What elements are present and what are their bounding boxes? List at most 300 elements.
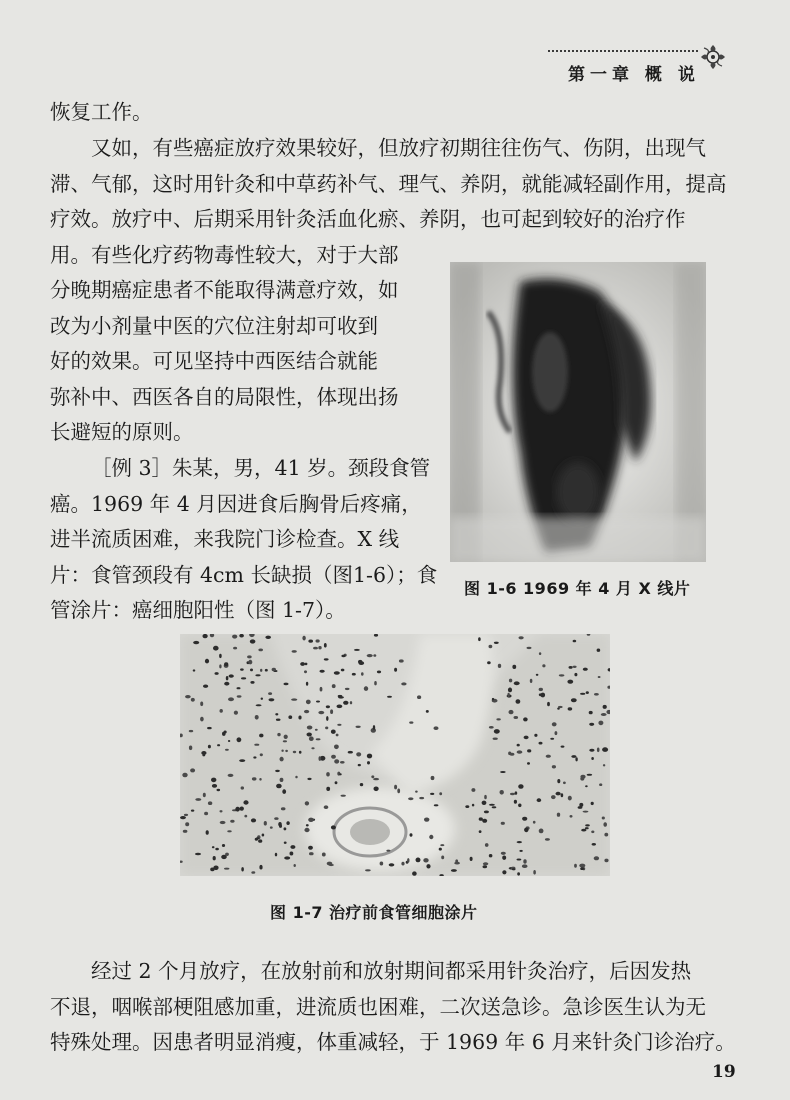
cell-nucleus — [250, 681, 254, 684]
cell-nucleus — [348, 751, 353, 754]
cell-nucleus — [295, 776, 297, 779]
cell-nucleus — [331, 755, 336, 759]
cell-nucleus — [284, 735, 288, 739]
cell-nucleus — [574, 864, 577, 868]
cell-nucleus — [185, 822, 189, 826]
cell-nucleus — [288, 715, 292, 719]
cell-nucleus — [305, 801, 309, 805]
cell-nucleus — [371, 775, 374, 778]
cell-nucleus — [294, 864, 296, 867]
text-line: 分晚期癌症患者不能取得满意疗效，如 — [50, 278, 399, 302]
cell-nucleus — [536, 674, 539, 676]
cell-nucleus — [537, 798, 542, 802]
cell-nucleus — [602, 817, 605, 820]
cell-nucleus — [386, 850, 390, 852]
cell-nucleus — [356, 726, 361, 728]
cell-nucleus — [377, 671, 381, 674]
cell-nucleus — [412, 871, 417, 875]
running-header-title: 第一章 概 说 — [568, 65, 700, 85]
cell-nucleus — [309, 736, 314, 741]
cell-nucleus — [343, 701, 348, 705]
cell-nucleus — [229, 674, 234, 677]
cell-nucleus — [313, 647, 318, 650]
cell-nucleus — [195, 853, 201, 855]
cell-nucleus — [185, 695, 191, 698]
cell-nucleus — [589, 723, 594, 726]
cell-nucleus — [334, 671, 340, 674]
cell-nucleus — [522, 864, 528, 868]
cell-nucleus — [416, 858, 421, 863]
cell-nucleus — [429, 835, 433, 839]
cell-nucleus — [237, 737, 242, 742]
cell-nucleus — [337, 724, 341, 726]
cell-nucleus — [268, 692, 272, 695]
cell-nucleus — [374, 681, 377, 685]
cell-nucleus — [182, 773, 187, 778]
cell-nucleus — [222, 844, 225, 847]
cell-nucleus — [514, 681, 520, 685]
cell-nucleus — [601, 713, 607, 716]
cell-nucleus — [492, 806, 497, 808]
cell-nucleus — [250, 669, 253, 672]
cell-nucleus — [533, 870, 536, 875]
cell-nucleus — [573, 666, 577, 668]
cell-nucleus — [571, 698, 577, 702]
cell-nucleus — [305, 663, 308, 666]
cell-nucleus — [415, 791, 418, 793]
cell-nucleus — [206, 830, 209, 835]
cell-nucleus — [320, 687, 323, 692]
cell-nucleus — [580, 777, 584, 781]
cell-nucleus — [364, 686, 368, 691]
cell-nucleus — [514, 800, 517, 804]
cell-nucleus — [213, 646, 219, 651]
cell-nucleus — [339, 773, 341, 775]
cell-nucleus — [239, 759, 245, 762]
cell-nucleus — [502, 856, 506, 860]
cell-nucleus — [275, 713, 278, 715]
cell-nucleus — [557, 813, 560, 817]
cell-nucleus — [228, 697, 234, 701]
cell-nucleus — [326, 787, 330, 791]
cell-nucleus — [308, 818, 314, 822]
text-line: 经过 2 个月放疗，在放射前和放射期间都采用针灸治疗，后因发热 — [91, 959, 692, 983]
cell-nucleus — [304, 710, 309, 713]
cell-nucleus — [207, 727, 212, 729]
text-line: 管涂片：癌细胞阳性（图 1-7）。 — [50, 598, 346, 622]
cell-nucleus — [561, 793, 564, 797]
cell-nucleus — [269, 698, 275, 701]
paragraph-continuation — [50, 95, 740, 131]
cell-nucleus — [215, 848, 219, 851]
cell-nucleus — [232, 635, 237, 639]
cell-nucleus — [265, 669, 268, 672]
cell-nucleus — [337, 705, 343, 709]
cell-nucleus — [542, 664, 545, 667]
cell-nucleus — [518, 784, 523, 789]
cell-nucleus — [483, 865, 488, 868]
cell-nucleus — [212, 784, 217, 788]
cell-nucleus — [345, 688, 350, 690]
cell-nucleus — [568, 796, 572, 801]
cell-nucleus — [483, 862, 488, 865]
cell-nucleus — [255, 674, 260, 676]
cell-nucleus — [523, 717, 528, 721]
cell-nucleus — [561, 746, 565, 748]
cell-nucleus — [276, 784, 282, 789]
cell-nucleus — [354, 649, 360, 651]
cell-nucleus — [479, 830, 482, 833]
cell-nucleus — [329, 864, 334, 866]
cell-nucleus — [220, 709, 223, 713]
cell-nucleus — [285, 750, 288, 752]
cell-nucleus — [580, 693, 585, 695]
cell-nucleus — [324, 805, 329, 809]
cell-nucleus — [336, 734, 339, 737]
cell-nucleus — [255, 715, 259, 720]
cell-nucleus — [219, 664, 221, 668]
cell-nucleus — [358, 764, 361, 766]
cell-nucleus — [516, 699, 521, 704]
cytology-smear-image — [180, 634, 610, 876]
cell-nucleus — [184, 814, 188, 816]
cell-nucleus — [275, 770, 280, 772]
cell-nucleus — [253, 756, 256, 758]
floral-ornament-icon — [696, 40, 730, 74]
cell-nucleus — [284, 856, 290, 859]
cell-nucleus — [261, 698, 263, 700]
cell-nucleus — [258, 649, 263, 652]
cell-nucleus — [213, 866, 218, 871]
cell-nucleus — [509, 679, 512, 683]
figure-caption: 图 1-7 治疗前食管细胞涂片 — [270, 903, 478, 922]
cell-nucleus — [410, 833, 413, 836]
cell-nucleus — [300, 662, 305, 666]
paragraph-case-3 — [50, 451, 438, 629]
cell-nucleus — [494, 729, 500, 734]
cell-nucleus — [530, 679, 533, 683]
cell-nucleus — [426, 864, 430, 868]
text-line: 恢复工作。 — [50, 100, 153, 124]
cell-nucleus — [512, 665, 516, 669]
cell-nucleus — [331, 825, 336, 829]
cell-nucleus — [220, 821, 226, 824]
cell-nucleus — [583, 668, 588, 671]
cell-nucleus — [191, 810, 194, 812]
cell-nucleus — [358, 660, 362, 664]
cell-nucleus — [237, 695, 242, 697]
cell-nucleus — [326, 716, 328, 721]
cell-nucleus — [306, 682, 308, 686]
cell-nucleus — [597, 649, 601, 652]
cell-nucleus — [230, 820, 234, 823]
cell-nucleus — [241, 786, 244, 789]
cell-nucleus — [510, 793, 515, 795]
cell-nucleus — [233, 647, 237, 650]
cell-nucleus — [228, 774, 234, 777]
text-line: 片：食管颈段有 4cm 长缺损（图1-6）；食 — [50, 562, 438, 587]
cell-nucleus — [213, 856, 216, 860]
cell-nucleus — [332, 684, 336, 688]
cell-nucleus — [489, 726, 494, 729]
cell-nucleus — [581, 829, 586, 832]
cell-nucleus — [235, 807, 240, 812]
cell-nucleus — [563, 782, 566, 785]
cell-nucleus — [485, 843, 489, 847]
text-line: 用。有些化疗药物毒性较大，对于大部 — [50, 242, 399, 267]
cell-nucleus — [248, 660, 252, 665]
cell-nucleus — [602, 747, 608, 752]
cell-nucleus — [200, 702, 203, 707]
cell-nucleus — [585, 824, 590, 826]
cell-nucleus — [260, 753, 263, 756]
cell-nucleus — [524, 828, 528, 833]
cell-nucleus — [367, 761, 370, 764]
cell-nucleus — [598, 676, 601, 678]
cell-nucleus — [367, 754, 372, 759]
cell-nucleus — [255, 838, 258, 841]
cell-nucleus — [308, 846, 313, 850]
cell-nucleus — [341, 669, 345, 672]
cell-nucleus — [306, 824, 309, 826]
cell-nucleus — [239, 634, 244, 638]
text-line: 滞、气郁，这时用针灸和中草药补气、理气、养阴，就能减轻副作用，提高 — [50, 171, 727, 196]
cell-nucleus — [316, 738, 321, 740]
cell-nucleus — [534, 734, 537, 737]
cell-nucleus — [341, 655, 345, 658]
cell-nucleus — [592, 843, 596, 846]
cell-nucleus — [326, 772, 330, 776]
cell-nucleus — [518, 804, 521, 808]
cell-nucleus — [191, 698, 195, 702]
cell-nucleus — [440, 844, 444, 846]
cell-nucleus — [338, 696, 344, 698]
cell-nucleus — [275, 853, 277, 857]
cell-nucleus — [307, 733, 312, 737]
cell-nucleus — [324, 658, 329, 660]
cell-nucleus — [599, 783, 602, 786]
cell-nucleus — [570, 815, 573, 818]
cell-nucleus — [324, 643, 327, 648]
cell-nucleus — [512, 868, 516, 870]
cell-nucleus — [241, 867, 244, 871]
cell-nucleus — [208, 801, 212, 805]
cell-nucleus — [417, 695, 421, 699]
cell-nucleus — [211, 778, 216, 783]
cell-nucleus — [380, 862, 384, 866]
cell-nucleus — [479, 817, 483, 820]
cell-nucleus — [311, 747, 314, 749]
cell-nucleus — [539, 742, 543, 745]
cell-nucleus — [318, 711, 324, 714]
cell-nucleus — [316, 639, 320, 642]
cell-nucleus — [280, 778, 284, 782]
cell-nucleus — [243, 800, 248, 804]
cell-nucleus — [208, 745, 211, 749]
cell-nucleus — [227, 830, 231, 832]
cell-nucleus — [237, 687, 241, 689]
cell-nucleus — [318, 646, 321, 649]
cell-nucleus — [426, 710, 429, 713]
cell-nucleus — [489, 804, 495, 806]
cell-nucleus — [373, 778, 379, 780]
cell-nucleus — [387, 696, 392, 698]
cell-nucleus — [603, 705, 607, 709]
cell-nucleus — [277, 733, 280, 736]
cell-nucleus — [478, 637, 481, 641]
xray-figure — [450, 262, 706, 562]
cell-nucleus — [256, 704, 262, 706]
cell-nucleus — [500, 790, 504, 795]
cell-nucleus — [500, 771, 506, 773]
cell-nucleus — [484, 811, 489, 814]
cell-nucleus — [254, 744, 259, 746]
cell-nucleus — [434, 804, 439, 806]
text-line: 癌。1969 年 4 月因进食后胸骨后疼痛， — [50, 491, 422, 516]
cell-nucleus — [195, 798, 201, 801]
cell-nucleus — [517, 859, 522, 861]
cell-nucleus — [489, 854, 493, 857]
cell-nucleus — [533, 821, 536, 824]
cell-nucleus — [373, 725, 375, 730]
cell-nucleus — [401, 862, 404, 866]
cell-nucleus — [331, 730, 336, 734]
cytology-figure — [180, 634, 610, 876]
cell-nucleus — [539, 829, 544, 834]
cell-nucleus — [493, 738, 498, 740]
cell-nucleus — [259, 734, 263, 738]
cell-nucleus — [494, 642, 499, 644]
cell-nucleus — [290, 852, 294, 856]
cell-nucleus — [281, 807, 286, 810]
cell-nucleus — [501, 852, 506, 855]
text-line: 弥补中、西医各自的局限性，体现出扬 — [50, 384, 399, 409]
cell-nucleus — [568, 707, 573, 710]
cell-nucleus — [419, 797, 424, 799]
cell-nucleus — [205, 659, 209, 664]
cell-nucleus — [203, 685, 208, 688]
cell-nucleus — [251, 871, 255, 874]
cell-nucleus — [274, 817, 278, 820]
text-line: 改为小剂量中医的穴位注射却可收到 — [50, 313, 378, 338]
cell-nucleus — [545, 838, 550, 841]
cell-nucleus — [215, 672, 219, 675]
cell-nucleus — [509, 710, 514, 714]
text-line: 好的效果。可见坚持中西医结合就能 — [50, 349, 378, 373]
cell-nucleus — [556, 792, 561, 796]
cell-nucleus — [282, 789, 286, 794]
cell-nucleus — [573, 640, 577, 643]
cell-nucleus — [225, 749, 229, 751]
cell-nucleus — [286, 821, 289, 825]
cell-nucleus — [522, 817, 527, 821]
cell-nucleus — [224, 662, 228, 666]
cell-nucleus — [204, 812, 208, 816]
cell-nucleus — [291, 698, 297, 700]
cell-nucleus — [439, 848, 442, 851]
cell-nucleus — [557, 779, 560, 783]
cell-nucleus — [224, 868, 229, 870]
cell-nucleus — [579, 803, 583, 807]
cell-nucleus — [350, 701, 352, 704]
cell-nucleus — [260, 669, 262, 672]
cell-nucleus — [399, 659, 404, 662]
cell-nucleus — [226, 676, 229, 680]
cell-nucleus — [284, 842, 287, 844]
cell-nucleus — [441, 856, 444, 860]
cell-nucleus — [498, 664, 501, 668]
cell-nucleus — [222, 732, 226, 736]
cell-nucleus — [482, 801, 487, 805]
cell-nucleus — [309, 852, 314, 855]
cell-nucleus — [259, 778, 261, 781]
cell-nucleus — [281, 750, 283, 752]
cell-nucleus — [585, 827, 589, 829]
cell-nucleus — [492, 698, 494, 700]
cell-nucleus — [299, 751, 302, 754]
cell-nucleus — [547, 702, 550, 706]
cell-nucleus — [598, 721, 603, 726]
cell-nucleus — [539, 688, 543, 691]
cell-nucleus — [407, 858, 409, 863]
cell-nucleus — [470, 857, 473, 861]
cell-nucleus — [431, 776, 435, 780]
cell-nucleus — [439, 792, 442, 795]
cell-nucleus — [550, 738, 554, 740]
cell-nucleus — [225, 853, 229, 856]
cell-nucleus — [482, 819, 487, 823]
cell-nucleus — [454, 862, 460, 865]
cell-nucleus — [524, 736, 529, 740]
cell-nucleus — [579, 864, 585, 868]
cell-nucleus — [517, 841, 522, 843]
cell-nucleus — [489, 645, 493, 648]
cell-nucleus — [373, 654, 376, 657]
cell-nucleus — [276, 719, 281, 721]
cell-nucleus — [203, 793, 206, 797]
cell-nucleus — [258, 839, 262, 842]
cell-nucleus — [189, 730, 193, 732]
cell-nucleus — [409, 721, 413, 723]
cell-nucleus — [306, 700, 311, 705]
cell-nucleus — [430, 793, 434, 795]
cell-nucleus — [569, 666, 573, 669]
cell-nucleus — [603, 822, 607, 827]
cell-nucleus — [241, 677, 246, 679]
cell-nucleus — [320, 670, 325, 673]
cell-nucleus — [334, 745, 339, 750]
cell-nucleus — [367, 654, 373, 657]
cell-nucleus — [361, 672, 364, 675]
cell-nucleus — [193, 669, 196, 671]
cell-nucleus — [340, 761, 345, 764]
cell-nucleus — [190, 768, 195, 772]
cell-nucleus — [408, 797, 413, 800]
cell-nucleus — [244, 815, 247, 818]
cell-nucleus — [539, 693, 542, 696]
cell-nucleus — [594, 693, 599, 696]
cell-nucleus — [603, 764, 605, 766]
cell-nucleus — [284, 683, 289, 686]
cell-nucleus — [315, 729, 318, 731]
cell-nucleus — [228, 740, 230, 742]
cell-nucleus — [397, 789, 400, 794]
cell-nucleus — [451, 869, 457, 872]
cell-nucleus — [189, 746, 192, 751]
cell-nucleus — [539, 652, 541, 655]
cell-nucleus — [567, 680, 573, 684]
cell-nucleus — [202, 754, 205, 756]
